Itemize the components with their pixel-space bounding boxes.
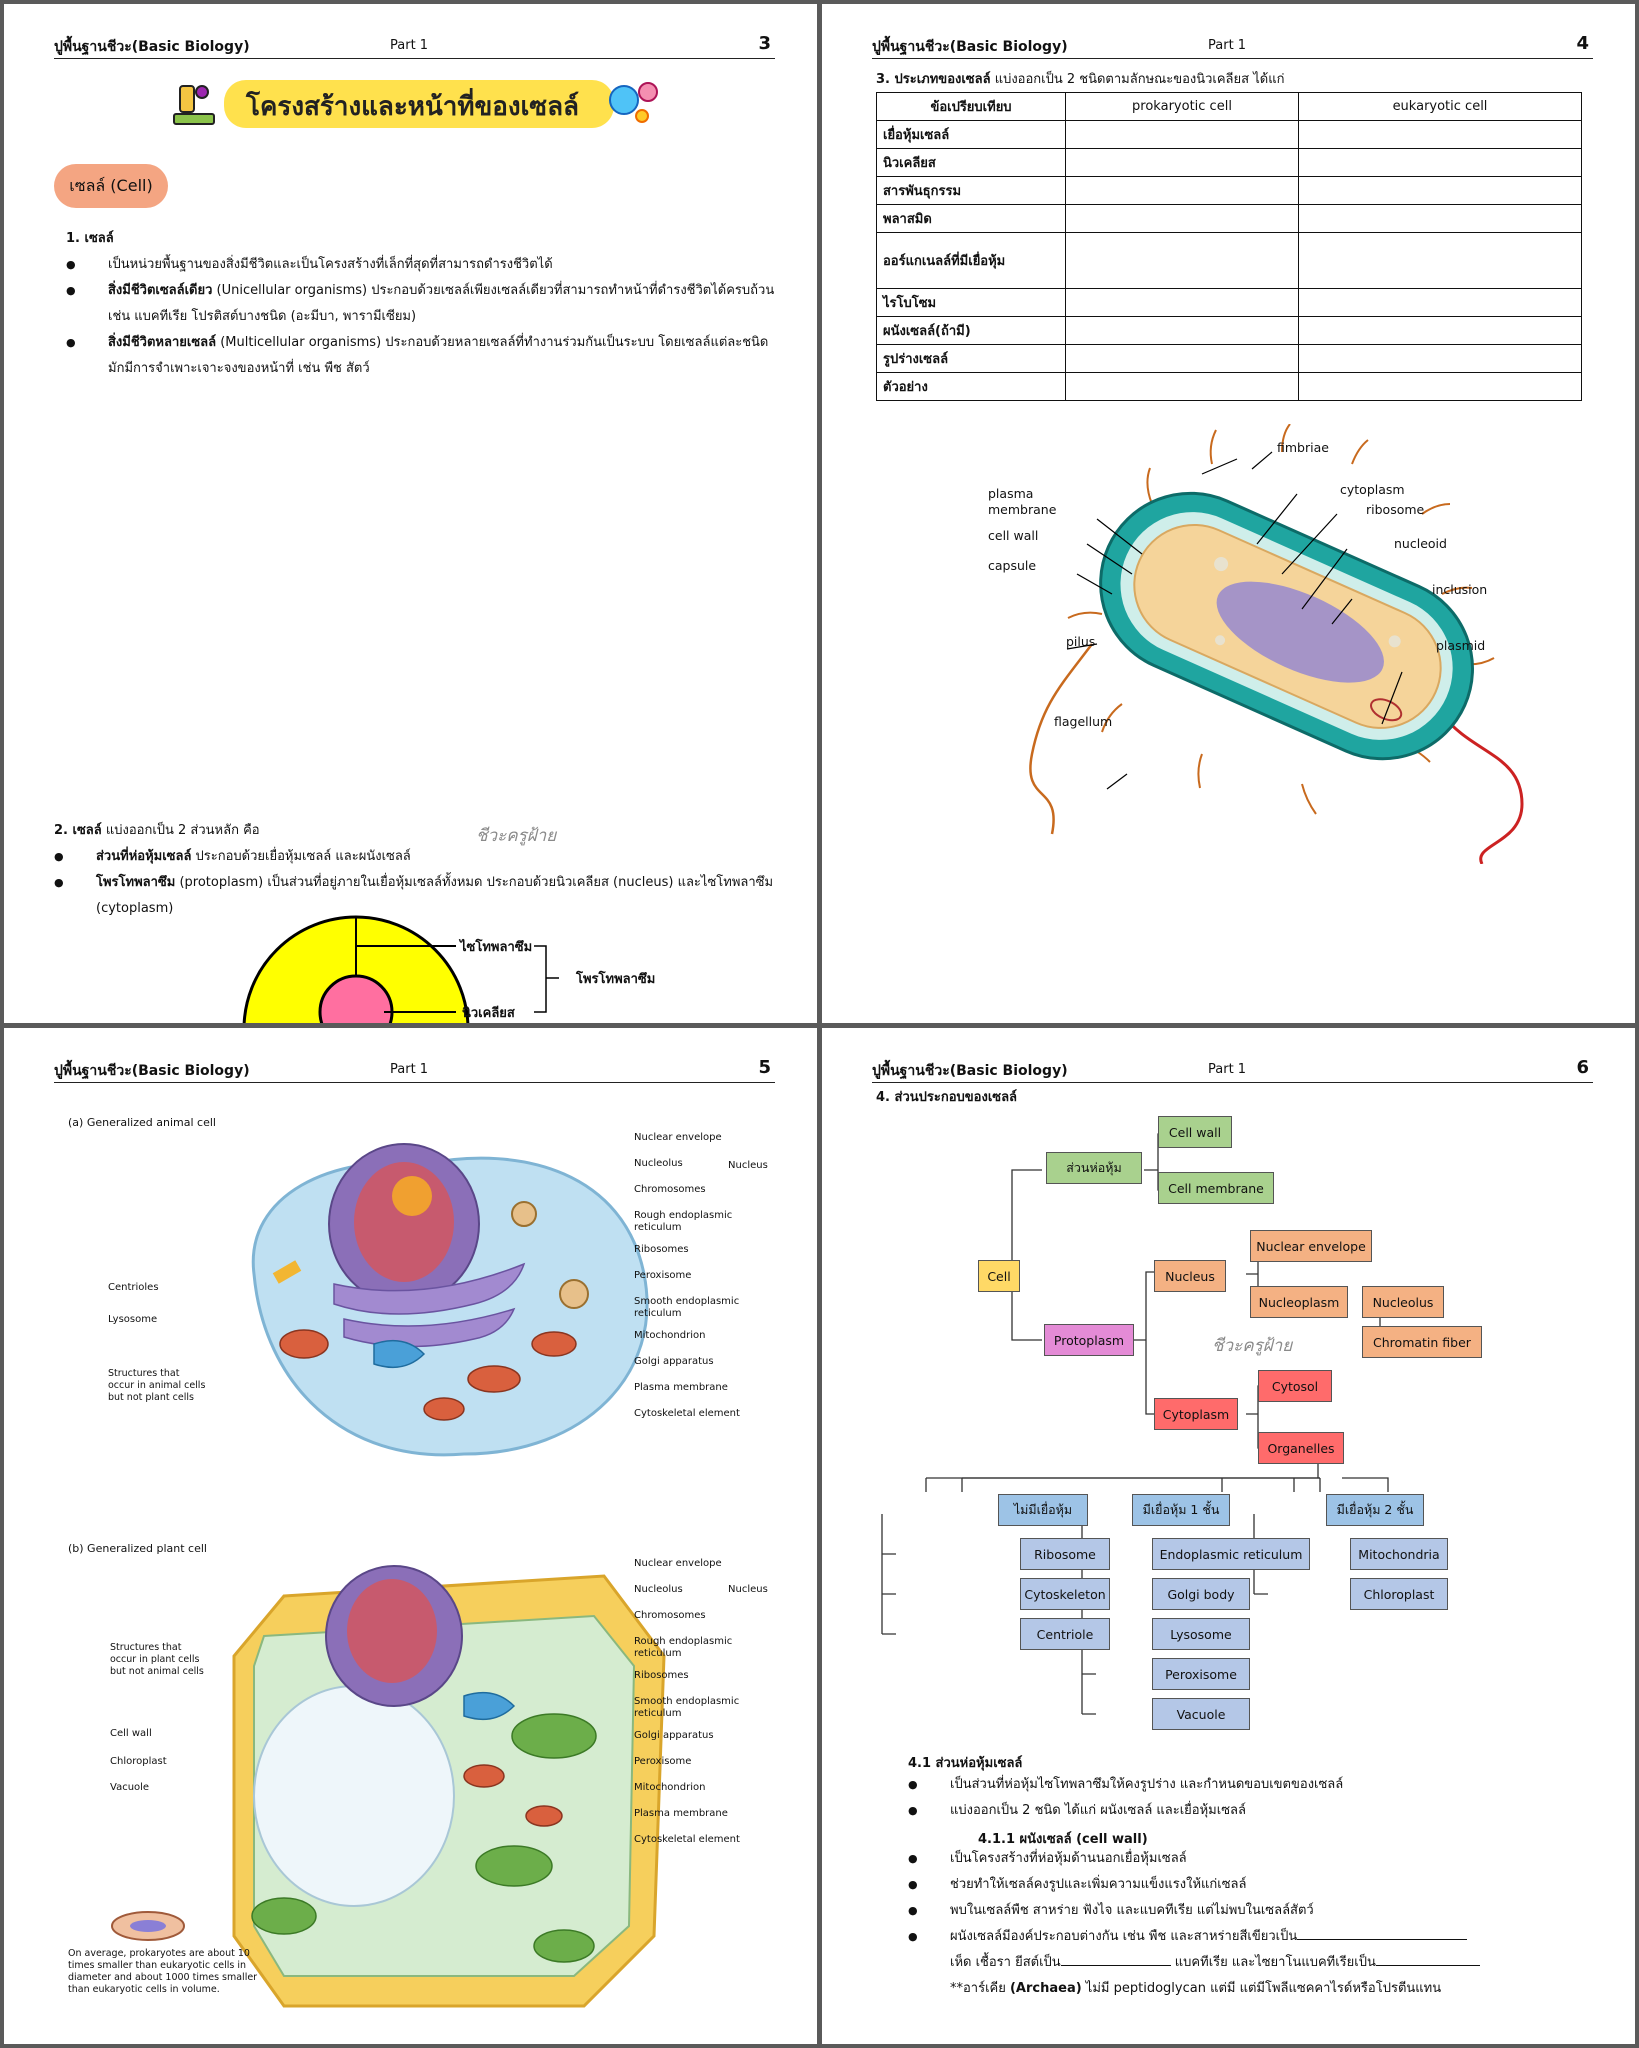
book-title: ปูพื้นฐานชีวะ(Basic Biology) (54, 1063, 250, 1079)
animal-note: Structures that occur in animal cells but not plant cells (108, 1368, 206, 1403)
archaea-note: **อาร์เคีย (Archaea) ไม่มี peptidoglycan แต่มี แต่มีโพลีแซคคาไรด์หรือโปรตีนแทน (950, 1981, 1442, 1996)
table-cell (1299, 345, 1582, 373)
chloroplast-label: Chloroplast (110, 1756, 167, 1767)
bullet-text: ● แบ่งออกเป็น 2 ชนิด ได้แก่ ผนังเซลล์ และเยื่อหุ้มเซลล์ (950, 1798, 1590, 1824)
organelle-label: Mitochondrion (634, 1782, 706, 1793)
page-header (872, 30, 1593, 59)
centriole-node: Centriole (1020, 1618, 1110, 1650)
organelle-label: Nuclear envelope (634, 1132, 722, 1143)
ribosome-node: Ribosome (1020, 1538, 1110, 1570)
table-header: prokaryotic cell (1066, 93, 1299, 121)
table-row (877, 345, 1582, 373)
organelle-label: Smooth endoplasmic (634, 1296, 740, 1307)
organelle-label: Nucleolus (634, 1158, 683, 1169)
table-row (877, 317, 1582, 345)
organelle-label: reticulum (634, 1308, 682, 1319)
section-1-title: 1. เซลล์ (66, 231, 114, 246)
banner-title: โครงสร้างและหน้าที่ของเซลล์ (246, 92, 579, 122)
plant-note: Structures that occur in plant cells but not animal cells (110, 1642, 204, 1677)
mitochondria-node: Mitochondria (1350, 1538, 1448, 1570)
table-cell (1066, 121, 1299, 149)
table-cell (1066, 345, 1299, 373)
bullet-text: ● โพรโทพลาซึม (protoplasm) เป็นส่วนที่อยู่ภายในเยื่อหุ้มเซลล์ทั้งหมด ประกอบด้วยนิวเคลียส (nucleus) และไซโทพลาซึม (96, 870, 806, 896)
animal-cell-title: (a) Generalized animal cell (68, 1116, 216, 1129)
organelle-label: Cytoskeletal element (634, 1408, 740, 1419)
peroxisome-node: Peroxisome (1152, 1658, 1250, 1690)
watermark: ชีวะครูฝ้าย (476, 826, 557, 846)
bullet-continuation: เห็ด เชื้อรา ยีสต์เป็น แบคทีเรีย และไซยาโนแบคทีเรียเป็น (950, 1950, 1610, 1976)
bullet-text: ● สิ่งมีชีวิตเซลล์เดียว (Unicellular organisms) ประกอบด้วยเซลล์เพียงเซลล์เดียวที่สามารถทำหน้าที่ดำรงชีวิตได้ครบถ้วน (108, 278, 798, 304)
table-cell (1299, 149, 1582, 177)
table-cell (1299, 121, 1582, 149)
watermark: ชีวะครูฝ้าย (1212, 1336, 1293, 1356)
organelle-label: Smooth endoplasmic (634, 1696, 740, 1707)
table-cell (1299, 373, 1582, 401)
cell-parts-diagram (234, 904, 684, 1023)
cytoskeleton-node: Cytoskeleton (1020, 1578, 1110, 1610)
organelle-label: Nuclear envelope (634, 1558, 722, 1569)
table-row (877, 149, 1582, 177)
bullet-text: ● พบในเซลล์พืช สาหร่าย ฟังไจ และแบคทีเรีย แต่ไม่พบในเซลล์สัตว์ (950, 1898, 1590, 1924)
section-4-title: 4. ส่วนประกอบของเซลล์ (876, 1090, 1018, 1105)
table-cell (1299, 177, 1582, 205)
page-6 (822, 1028, 1635, 2044)
cell-wall-label: cell wall (988, 528, 1039, 543)
plant-nucleus-label: Nucleus (728, 1584, 768, 1595)
organelle-label: Ribosomes (634, 1670, 689, 1681)
table-cell (1299, 317, 1582, 345)
nucleolus-node: Nucleolus (1362, 1286, 1444, 1318)
table-cell (1299, 205, 1582, 233)
organelles-node: Organelles (1258, 1432, 1344, 1464)
single-membrane-node: มีเยื่อหุ้ม 1 ชั้น (1132, 1494, 1230, 1526)
table-cell (1066, 317, 1299, 345)
bullet-text: ● ช่วยทำให้เซลล์คงรูปและเพิ่มความแข็งแรงให้แก่เซลล์ (950, 1872, 1590, 1898)
row-label: นิวเคลียส (877, 149, 1066, 177)
organelle-label: Chromosomes (634, 1610, 706, 1621)
bullet-continuation: มักมีการจำเพาะเจาะจงของหน้าที่ เช่น พืช สัตว์ (108, 361, 370, 376)
table-cell (1066, 205, 1299, 233)
nuclear-envelope-node: Nuclear envelope (1250, 1230, 1372, 1262)
page-number: 6 (1576, 1057, 1589, 1078)
organelle-label: Ribosomes (634, 1244, 689, 1255)
table-row (877, 373, 1582, 401)
table-cell (1066, 373, 1299, 401)
organelle-label: Golgi apparatus (634, 1730, 714, 1741)
membrane-label: membrane (988, 502, 1057, 517)
title-banner (164, 72, 664, 134)
plasmid-label: plasmid (1436, 638, 1486, 653)
envelope-node: ส่วนห่อหุ้ม (1046, 1152, 1142, 1184)
bullet-text: ● เป็นส่วนที่ห่อหุ้มไซโทพลาซึมให้คงรูปร่าง และกำหนดขอบเขตของเซลล์ (950, 1772, 1590, 1798)
book-title: ปูพื้นฐานชีวะ(Basic Biology) (872, 39, 1068, 55)
page-5 (4, 1028, 817, 2044)
table-cell (1066, 289, 1299, 317)
row-label: สารพันธุกรรม (877, 177, 1066, 205)
vacuole-node: Vacuole (1152, 1698, 1250, 1730)
table-header: eukaryotic cell (1299, 93, 1582, 121)
row-label: ไรโบโซม (877, 289, 1066, 317)
protoplasm-node: Protoplasm (1044, 1324, 1134, 1356)
row-label: ผนังเซลล์(ถ้ามี) (877, 317, 1066, 345)
table-cell (1299, 289, 1582, 317)
organelle-label: Golgi apparatus (634, 1356, 714, 1367)
centrioles-label: Centrioles (108, 1282, 159, 1293)
organelle-label: Peroxisome (634, 1270, 692, 1281)
bullet-text: ● ผนังเซลล์มีองค์ประกอบต่างกัน เช่น พืช และสาหร่ายสีเขียวเป็น (950, 1924, 1590, 1950)
table-row (877, 233, 1582, 289)
organelle-label: reticulum (634, 1708, 682, 1719)
cell-membrane-node: Cell membrane (1158, 1172, 1274, 1204)
protoplasm-label: โพรโทพลาซึม (576, 972, 656, 987)
section-4-1-title: 4.1 ส่วนห่อหุ้มเซลล์ (908, 1756, 1023, 1771)
cell-node: Cell (978, 1260, 1020, 1292)
animal-cell-illustration (224, 1114, 694, 1474)
bullet-text: ● สิ่งมีชีวิตหลายเซลล์ (Multicellular organisms) ประกอบด้วยหลายเซลล์ที่ทำงานร่วมกันเป็นระบบ โดยเซลล์แต่ละชนิด (108, 330, 798, 356)
table-cell (1066, 177, 1299, 205)
vacuole-label: Vacuole (110, 1782, 150, 1793)
bullet-text: ● ส่วนที่ห่อหุ้มเซลล์ ประกอบด้วยเยื่อหุ้มเซลล์ และผนังเซลล์ (96, 844, 796, 870)
section-4-1-1-title: 4.1.1 ผนังเซลล์ (cell wall) (978, 1832, 1148, 1847)
capsule-label: capsule (988, 558, 1037, 573)
table-header: ข้อเปรียบเทียบ (877, 93, 1066, 121)
table-row (877, 121, 1582, 149)
page-4 (822, 4, 1635, 1023)
lysosome-node: Lysosome (1152, 1618, 1250, 1650)
table-cell (1299, 233, 1582, 289)
section-3-title: 3. ประเภทของเซลล์ แบ่งออกเป็น 2 ชนิดตามลักษณะของนิวเคลียส ได้แก่ (876, 72, 1285, 87)
golgi-node: Golgi body (1152, 1578, 1250, 1610)
organelle-label: Peroxisome (634, 1756, 692, 1767)
page-header (54, 30, 775, 59)
cell-wall-label: Cell wall (110, 1728, 152, 1739)
bullet-text: ● เป็นโครงสร้างที่ห่อหุ้มด้านนอกเยื่อหุ้มเซลล์ (950, 1846, 1590, 1872)
organelle-label: Chromosomes (634, 1184, 706, 1195)
plant-cell-title: (b) Generalized plant cell (68, 1542, 207, 1555)
no-membrane-node: ไม่มีเยื่อหุ้ม (998, 1494, 1088, 1526)
organelle-label: Rough endoplasmic (634, 1210, 733, 1221)
page-number: 5 (758, 1057, 771, 1078)
animal-nucleus-label: Nucleus (728, 1160, 768, 1171)
plant-cell-illustration (224, 1536, 694, 2016)
table-cell (1066, 149, 1299, 177)
part-label: Part 1 (390, 38, 429, 53)
organelle-label: Rough endoplasmic (634, 1636, 733, 1647)
row-label: พลาสมิด (877, 205, 1066, 233)
prokaryote-note: On average, prokaryotes are about 10 times smaller than eukaryotic cells in diameter and about 1000 times smaller than eukaryotic cells in volume. (68, 1948, 258, 1995)
row-label: ตัวอย่าง (877, 373, 1066, 401)
part-label: Part 1 (1208, 1062, 1247, 1077)
nucleoid-label: nucleoid (1394, 536, 1447, 551)
table-row (877, 205, 1582, 233)
part-label: Part 1 (1208, 38, 1247, 53)
table-header-row (877, 93, 1582, 121)
organelle-label: Plasma membrane (634, 1382, 728, 1393)
cytoplasm-node: Cytoplasm (1154, 1398, 1238, 1430)
cytoplasm-label: cytoplasm (1340, 482, 1405, 497)
lysosome-label: Lysosome (108, 1314, 158, 1325)
double-membrane-node: มีเยื่อหุ้ม 2 ชั้น (1326, 1494, 1424, 1526)
chloroplast-node: Chloroplast (1350, 1578, 1448, 1610)
table-row (877, 177, 1582, 205)
cell-pill: เซลล์ (Cell) (54, 164, 168, 208)
book-title: ปูพื้นฐานชีวะ(Basic Biology) (54, 39, 250, 55)
part-label: Part 1 (390, 1062, 429, 1077)
bullet-text: ● เป็นหน่วยพื้นฐานของสิ่งมีชีวิตและเป็นโครงสร้างที่เล็กที่สุดที่สามารถดำรงชีวิตได้ (108, 252, 788, 278)
section-2-title: 2. เซลล์ แบ่งออกเป็น 2 ส่วนหลัก คือ (54, 823, 260, 838)
chromatin-fiber-node: Chromatin fiber (1362, 1326, 1482, 1358)
prokaryote-icon (108, 1908, 188, 1944)
book-title: ปูพื้นฐานชีวะ(Basic Biology) (872, 1063, 1068, 1079)
fimbriae-label: fimbriae (1277, 440, 1329, 455)
page-number: 4 (1576, 33, 1589, 54)
page-3 (4, 4, 817, 1023)
nucleolus-shape (392, 1176, 432, 1216)
pilus-label: pilus (1066, 634, 1096, 649)
organelle-label: Mitochondrion (634, 1330, 706, 1341)
pilus-shape (1030, 644, 1092, 834)
page-number: 3 (758, 33, 771, 54)
cell-wall-node: Cell wall (1158, 1116, 1232, 1148)
nucleoplasm-node: Nucleoplasm (1250, 1286, 1348, 1318)
er-node: Endoplasmic reticulum (1152, 1538, 1310, 1570)
row-label: เยื่อหุ้มเซลล์ (877, 121, 1066, 149)
table-cell (1066, 233, 1299, 289)
cytosol-node: Cytosol (1258, 1370, 1332, 1402)
organelle-label: reticulum (634, 1648, 682, 1659)
nucleus-label: นิวเคลียส (462, 1006, 515, 1021)
table-row (877, 289, 1582, 317)
row-label: รูปร่างเซลล์ (877, 345, 1066, 373)
organelle-label: Nucleolus (634, 1584, 683, 1595)
cytoplasm-label: ไซโทพลาซึม (460, 940, 533, 955)
organelle-label: Cytoskeletal element (634, 1834, 740, 1845)
ribosome-label: ribosome (1366, 502, 1425, 517)
flagellum-label: flagellum (1054, 714, 1113, 729)
page-header (54, 1054, 775, 1083)
bullet-continuation: (cytoplasm) (96, 901, 174, 916)
virus-icon (610, 83, 657, 122)
bullet-continuation: เช่น แบคทีเรีย โปรติสต์บางชนิด (อะมีบา, พารามีเซียม) (108, 309, 417, 324)
inclusion-label: inclusion (1432, 582, 1488, 597)
row-label: ออร์แกเนลล์ที่มีเยื่อหุ้ม (877, 233, 1066, 289)
comparison-table (876, 92, 1582, 401)
plasma-label: plasma (988, 486, 1034, 501)
flagellum-shape (1442, 714, 1522, 864)
vacuole-shape (254, 1686, 454, 1906)
nucleus-node: Nucleus (1154, 1260, 1226, 1292)
organelle-label: reticulum (634, 1222, 682, 1233)
organelle-label: Plasma membrane (634, 1808, 728, 1819)
